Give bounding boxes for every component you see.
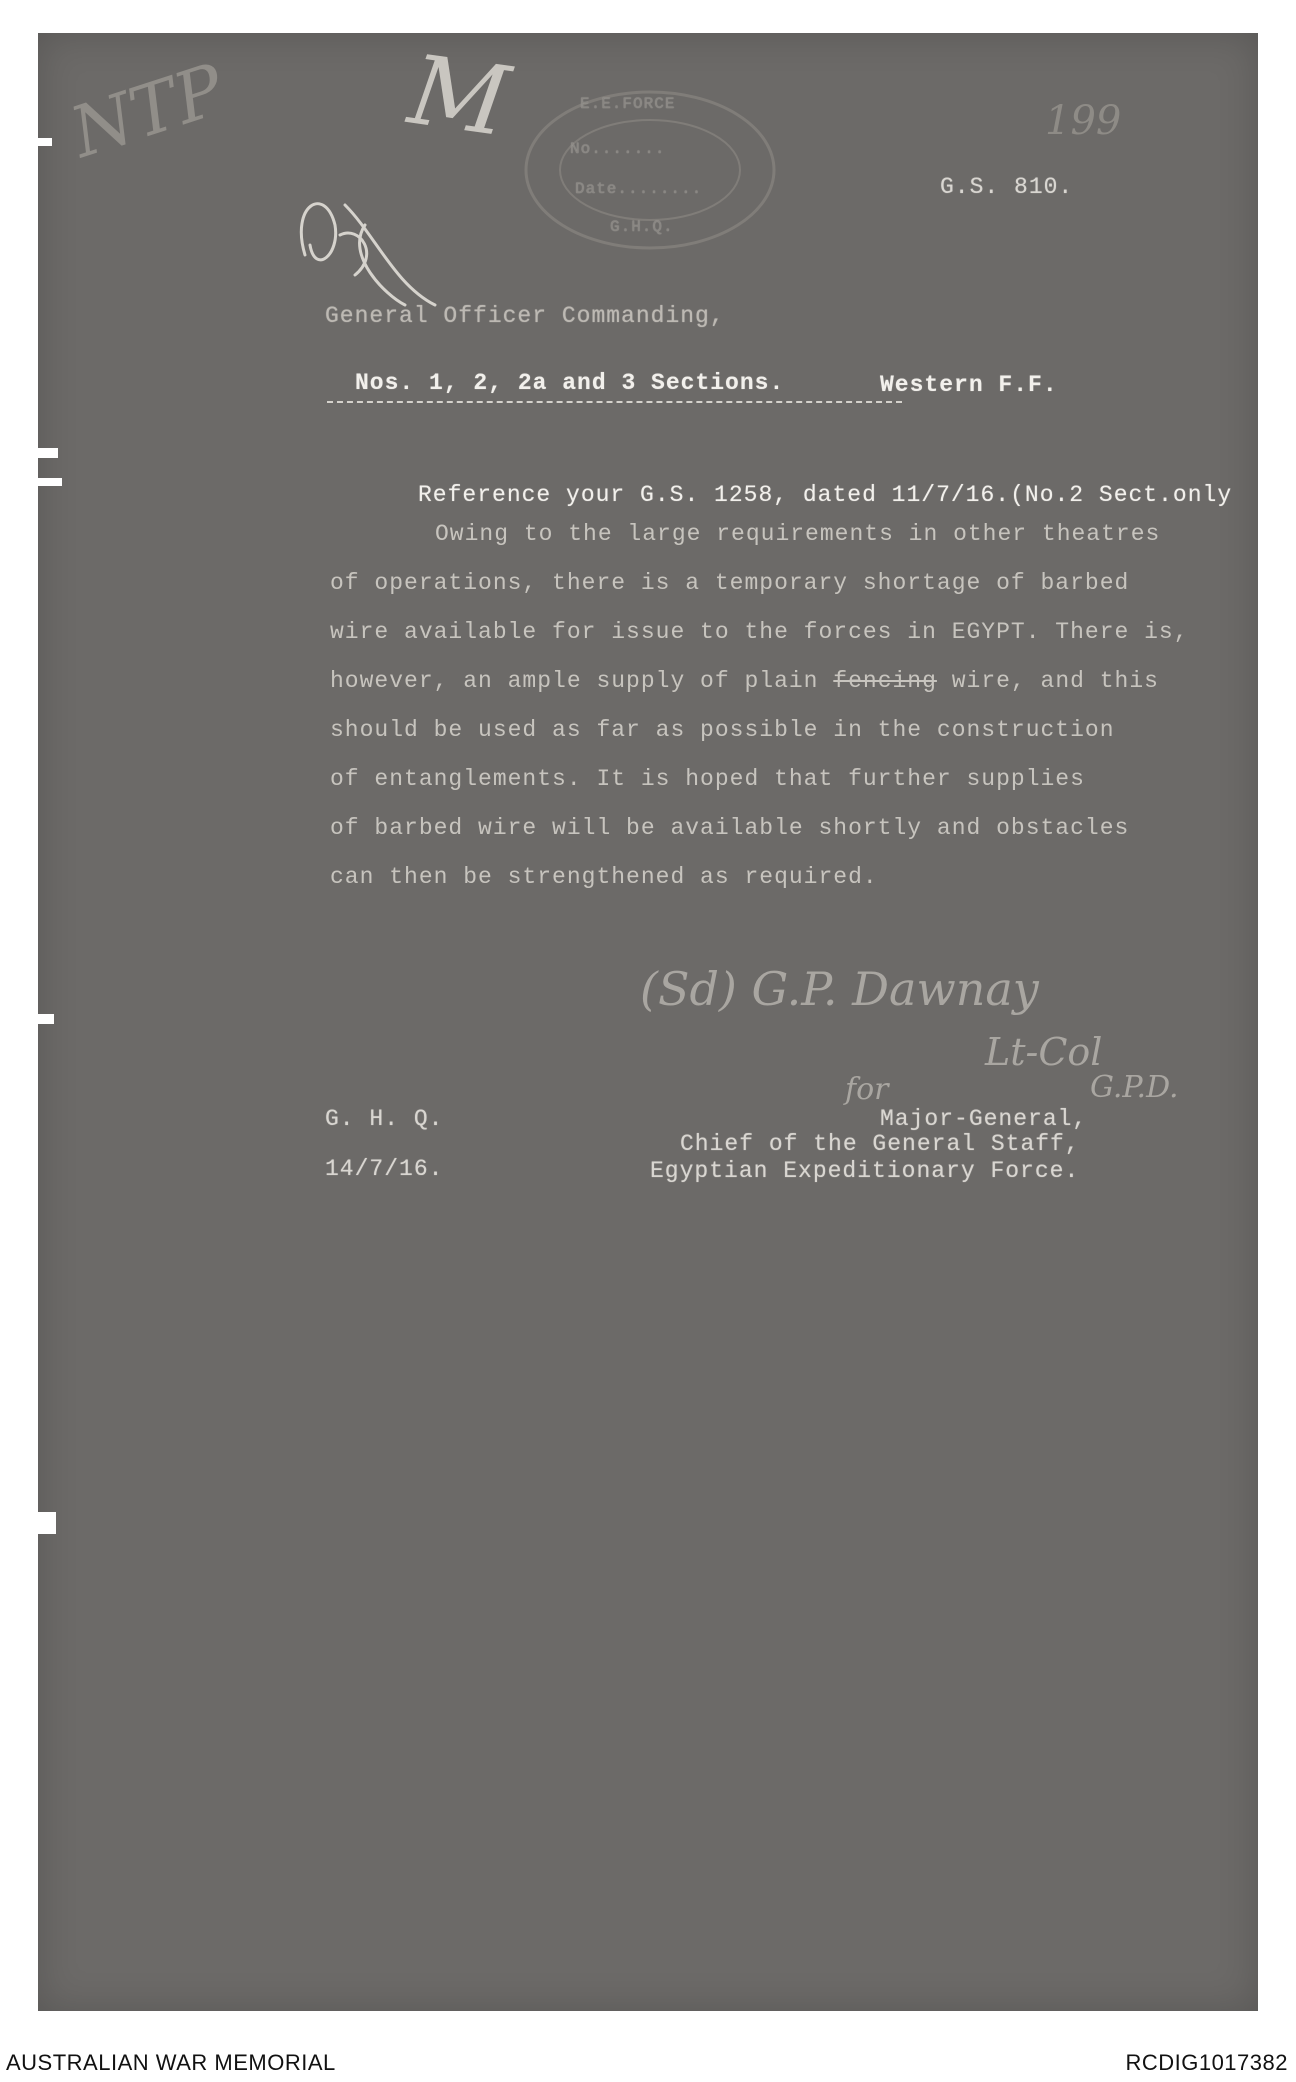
body-line: of barbed wire will be available shortly and obstacles — [330, 815, 1130, 841]
footer-id: RCDIG1017382 — [1125, 2050, 1288, 2075]
margin-initials: NTP — [61, 48, 234, 174]
letter-date: 14/7/16. — [325, 1156, 444, 1182]
paper-tear — [38, 478, 62, 486]
addressee-underline — [327, 401, 902, 407]
struck-word: fencing — [833, 668, 937, 694]
letter-body — [330, 470, 1260, 902]
paper-tear — [38, 448, 58, 458]
stamp-line: G.H.Q. — [610, 218, 674, 236]
stamp-line: E.E.FORCE — [580, 95, 676, 113]
document-sheet — [38, 33, 1258, 2011]
reference-line: Reference your G.S. 1258, dated 11/7/16.(No.2 Sect.only — [418, 482, 1233, 508]
sign-block-rank: Major-General, — [880, 1106, 1088, 1132]
stamp-line: Date........ — [575, 180, 703, 198]
body-line: of operations, there is a temporary shortage of barbed — [330, 570, 1130, 596]
addressee: General Officer Commanding, — [325, 303, 725, 329]
body-line: of entanglements. It is hoped that further supplies — [330, 766, 1085, 792]
footer-credit: AUSTRALIAN WAR MEMORIAL — [6, 2050, 336, 2075]
body-line: should be used as far as possible in the construction — [330, 717, 1115, 743]
body-line-start: however, an ample supply of plain — [330, 668, 819, 694]
handwritten-rank: Lt-Col — [985, 1030, 1103, 1074]
body-line: Owing to the large requirements in other theatres — [435, 521, 1161, 547]
sign-block-force: Egyptian Expeditionary Force. — [650, 1158, 1080, 1184]
body-line — [330, 657, 1260, 706]
body-line: can then be strengthened as required. — [330, 864, 878, 890]
origin: G. H. Q. — [325, 1106, 444, 1132]
handwritten-initials: for — [845, 1072, 889, 1107]
reference-code: G.S. 810. — [940, 174, 1074, 200]
page-number: 199 — [1045, 98, 1122, 144]
handwritten-signature: (Sd) G.P. Dawnay — [640, 962, 1039, 1016]
stamp-line: No....... — [570, 140, 666, 158]
sign-block-title: Chief of the General Staff, — [680, 1131, 1080, 1157]
body-line: wire available for issue to the forces in EGYPT. There is, — [330, 619, 1189, 645]
addressee-sections: Nos. 1, 2, 2a and 3 Sections. — [355, 370, 785, 396]
margin-mark: M — [402, 33, 516, 159]
handwritten-initials: G.P.D. — [1090, 1070, 1179, 1105]
handwritten-scribble — [285, 165, 445, 315]
paper-tear — [38, 1512, 56, 1534]
addressee-force: Western F.F. — [880, 372, 1058, 398]
paper-tear — [38, 1014, 54, 1024]
body-line-end: wire, and this — [951, 668, 1159, 694]
paper-tear — [38, 138, 52, 146]
